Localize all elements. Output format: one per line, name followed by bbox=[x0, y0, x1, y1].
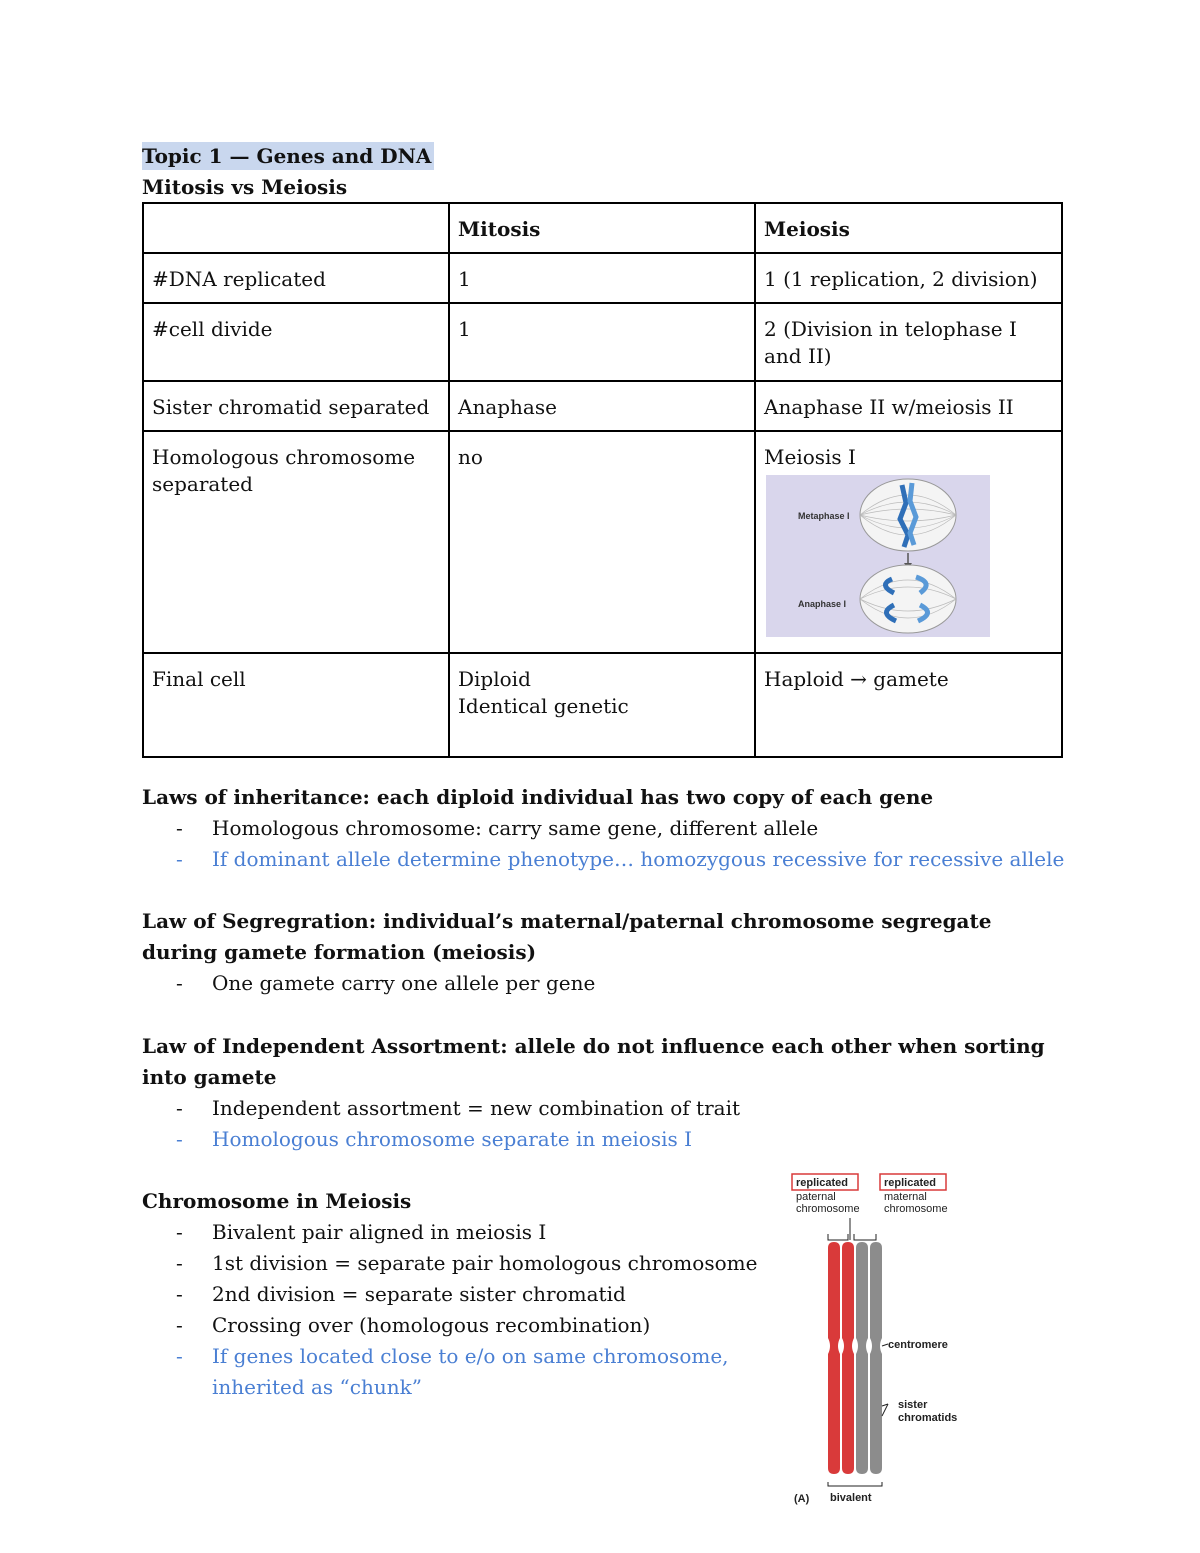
meiosis-cell: 2 (Division in telophase I and II) bbox=[755, 303, 1062, 381]
row-label: #cell divide bbox=[143, 303, 449, 381]
section-segregation bbox=[142, 906, 1072, 999]
list-item: - Homologous chromosome separate in meiosis I bbox=[176, 1127, 693, 1151]
mitosis-cell: 1 bbox=[449, 253, 755, 303]
section-chromosome bbox=[142, 1186, 792, 1403]
maternal-label: maternal bbox=[884, 1191, 927, 1203]
mitosis-cell-line: Identical genetic bbox=[458, 694, 629, 718]
meiosis-cell-text: Meiosis I bbox=[764, 445, 856, 469]
sister-label: sister bbox=[898, 1399, 928, 1411]
row-label: #DNA replicated bbox=[143, 253, 449, 303]
mitosis-cell: no bbox=[449, 431, 755, 653]
header-cell-meiosis: Meiosis bbox=[755, 203, 1062, 253]
mitosis-cell bbox=[449, 653, 755, 757]
bullet-list bbox=[142, 1217, 792, 1403]
replicated-label: replicated bbox=[796, 1177, 848, 1189]
meiosis-cell: Haploid → gamete bbox=[755, 653, 1062, 757]
section-inheritance bbox=[142, 782, 1072, 875]
bullet-list bbox=[142, 813, 1072, 875]
panel-a-label: (A) bbox=[794, 1493, 810, 1505]
bullet-list bbox=[142, 1093, 1072, 1155]
list-item-text: Independent assortment = new combination of trait bbox=[212, 1096, 741, 1120]
list-item: - 2nd division = separate sister chromatid bbox=[176, 1282, 626, 1306]
bivalent-figure bbox=[784, 1168, 974, 1508]
list-item-text: Crossing over (homologous recombination) bbox=[212, 1313, 651, 1337]
list-item: - Independent assortment = new combination of trait bbox=[176, 1096, 741, 1120]
section-heading: Law of Independent Assortment: allele do not influence each other when sorting into gamete bbox=[142, 1034, 1045, 1089]
section-heading: Law of Segregration: individual’s maternal/paternal chromosome segregate during gamete formation (meiosis) bbox=[142, 909, 992, 964]
list-item-text: If genes located close to e/o on same chromosome, inherited as “chunk” bbox=[212, 1344, 729, 1399]
section-heading: Chromosome in Meiosis bbox=[142, 1189, 412, 1213]
replicated-label: replicated bbox=[884, 1177, 936, 1189]
list-item-text: 1st division = separate pair homologous chromosome bbox=[212, 1251, 758, 1275]
list-item-text: Homologous chromosome separate in meiosis I bbox=[212, 1127, 693, 1151]
section-heading: Laws of inheritance: each diploid individual has two copy of each gene bbox=[142, 785, 934, 809]
bullet-list bbox=[142, 968, 1072, 999]
meiosis-cell: 1 (1 replication, 2 division) bbox=[755, 253, 1062, 303]
list-item: - If dominant allele determine phenotype… homozygous recessive for recessive allele bbox=[176, 847, 1065, 871]
section-independent bbox=[142, 1031, 1072, 1155]
paternal-label: paternal bbox=[796, 1191, 836, 1203]
mitosis-cell: 1 bbox=[449, 303, 755, 381]
topic-heading: Topic 1 — Genes and DNA bbox=[142, 142, 434, 170]
table-row bbox=[143, 431, 1062, 653]
list-item: - 1st division = separate pair homologous chromosome bbox=[176, 1251, 758, 1275]
chromosome-label: chromosome bbox=[796, 1203, 860, 1215]
metaphase-label: Metaphase I bbox=[798, 511, 850, 521]
bivalent-label: bivalent bbox=[830, 1492, 872, 1504]
comparison-table bbox=[142, 202, 1063, 758]
meiosis-cell: Anaphase II w/meiosis II bbox=[755, 381, 1062, 431]
list-item-text: 2nd division = separate sister chromatid bbox=[212, 1282, 626, 1306]
table-header-row bbox=[143, 203, 1062, 253]
meiosis-phase-figure bbox=[766, 475, 990, 637]
meiosis-cell bbox=[755, 431, 1062, 653]
centromere-label: centromere bbox=[888, 1339, 948, 1351]
list-item: - Bivalent pair aligned in meiosis I bbox=[176, 1220, 547, 1244]
mitosis-cell: Anaphase bbox=[449, 381, 755, 431]
list-item: - Crossing over (homologous recombination) bbox=[176, 1313, 651, 1337]
table-row bbox=[143, 303, 1062, 381]
list-item: - One gamete carry one allele per gene bbox=[176, 971, 596, 995]
list-item-text: If dominant allele determine phenotype… homozygous recessive for recessive allele bbox=[212, 847, 1065, 871]
row-label: Homologous chromosome separated bbox=[143, 431, 449, 653]
list-item: - If genes located close to e/o on same chromosome, inherited as “chunk” bbox=[176, 1344, 729, 1399]
subtitle-heading: Mitosis vs Meiosis bbox=[142, 175, 348, 199]
table-row bbox=[143, 253, 1062, 303]
chromosome-label: chromosome bbox=[884, 1203, 948, 1215]
mitosis-cell-line: Diploid bbox=[458, 667, 531, 691]
header-cell-mitosis: Mitosis bbox=[449, 203, 755, 253]
anaphase-label: Anaphase I bbox=[798, 599, 847, 609]
list-item: - Homologous chromosome: carry same gene, different allele bbox=[176, 816, 819, 840]
table-row bbox=[143, 381, 1062, 431]
chromatids-label: chromatids bbox=[898, 1412, 958, 1424]
row-label: Sister chromatid separated bbox=[143, 381, 449, 431]
list-item-text: Homologous chromosome: carry same gene, different allele bbox=[212, 816, 819, 840]
row-label: Final cell bbox=[143, 653, 449, 757]
table-row bbox=[143, 653, 1062, 757]
list-item-text: One gamete carry one allele per gene bbox=[212, 971, 596, 995]
list-item-text: Bivalent pair aligned in meiosis I bbox=[212, 1220, 547, 1244]
header-cell-empty bbox=[143, 203, 449, 253]
